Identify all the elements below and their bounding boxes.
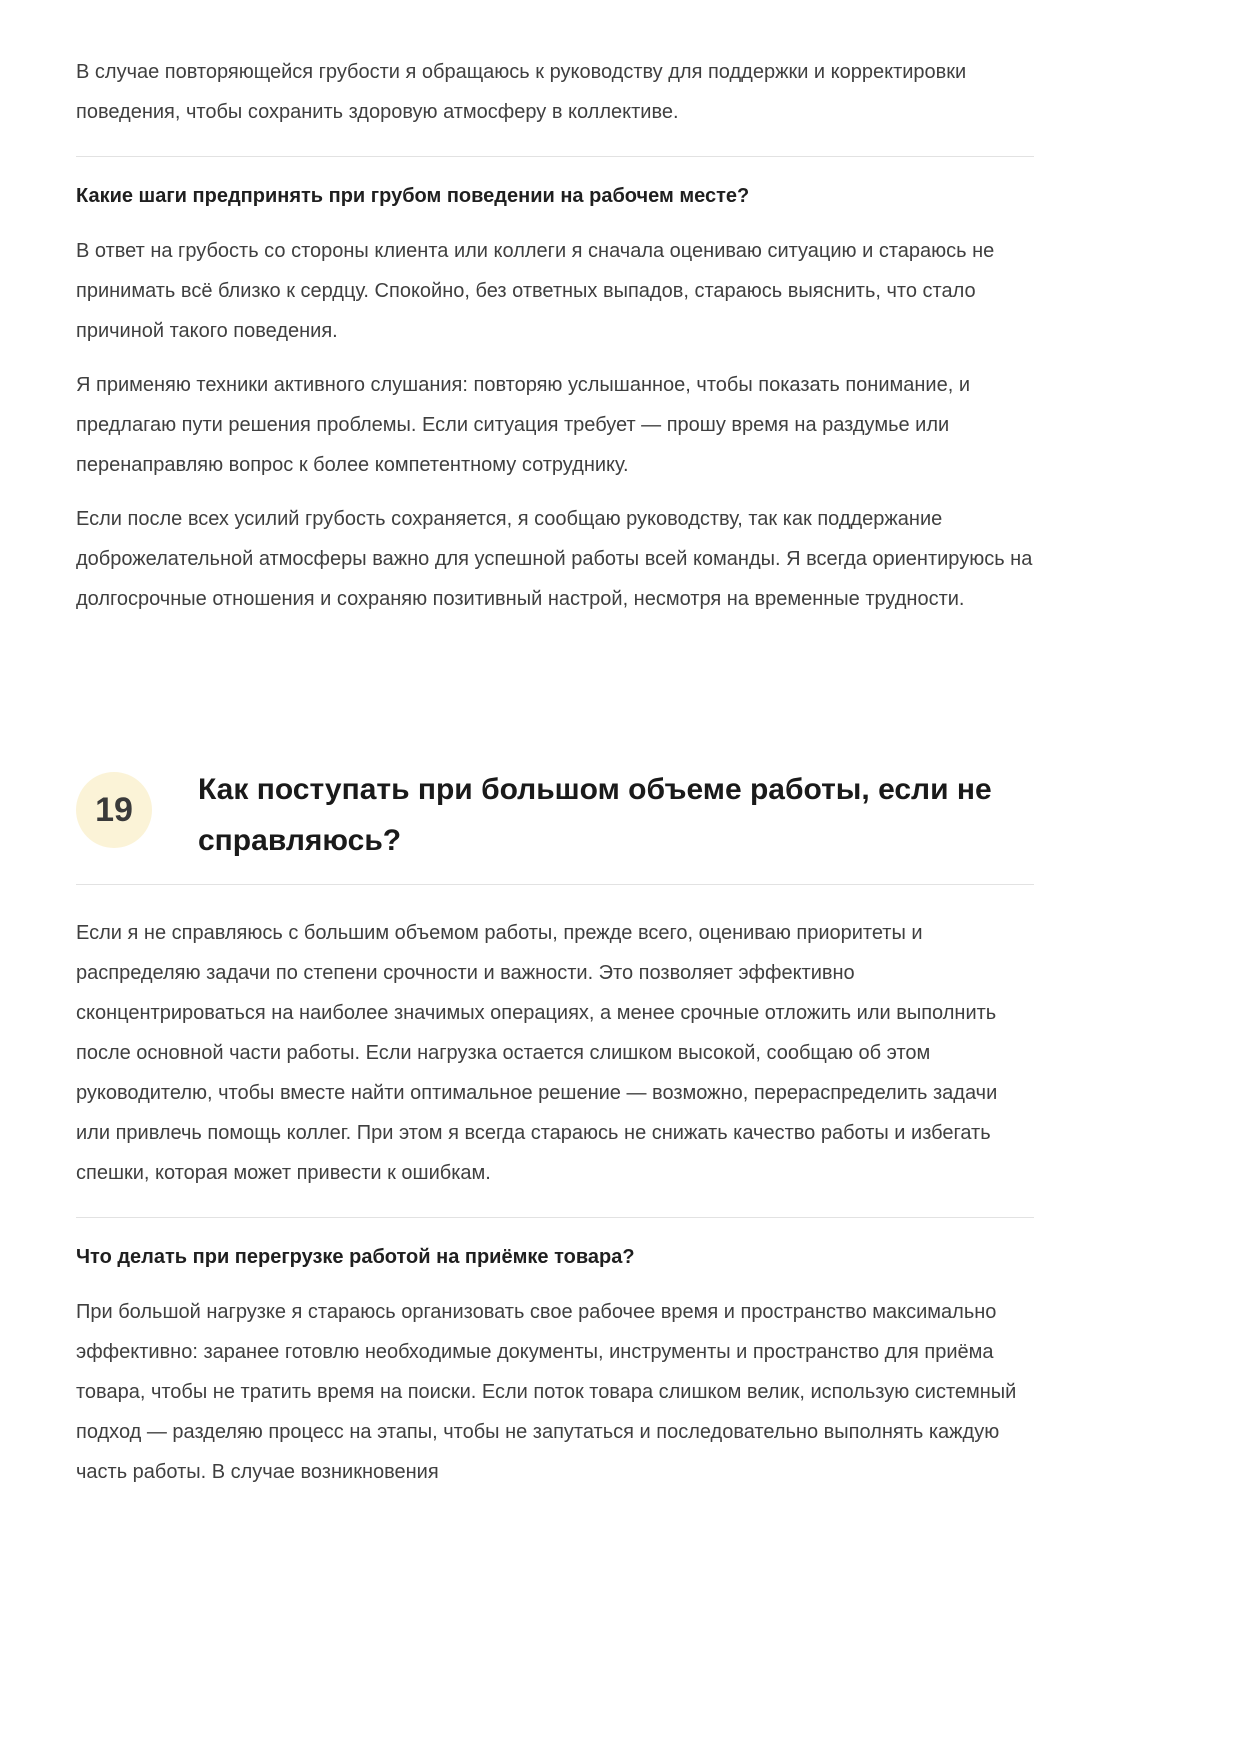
sub-question-overload: Что делать при перегрузке работой на приёмке товара? (76, 1246, 635, 1268)
question-19-header (76, 764, 1034, 866)
section-divider (76, 1217, 1034, 1218)
rude-behavior-paragraph-3: Если после всех усилий грубость сохраняется, я сообщаю руководству, так как поддержание доброжелательной атмосферы важно для успешной работы всей команды. Я всегда ориентируюсь на долгосрочные отношения и сохраняю позитивный настрой, несмотря на временные трудности. (76, 508, 1033, 610)
previous-answer-closing-paragraph: В случае повторяющейся грубости я обращаюсь к руководству для поддержки и корректировки поведения, чтобы сохранить здоровую атмосферу в коллективе. (76, 61, 967, 123)
section-divider (76, 156, 1034, 157)
overload-answer-paragraph: При большой нагрузке я стараюсь организовать свое рабочее время и пространство максимально эффективно: заранее готовлю необходимые документы, инструменты и пространство для приёма товара, чтобы не тратить время на поиски. Если поток товара слишком велик, использую системный подход — разделяю процесс на этапы, чтобы не запутаться и последовательно выполнять каждую часть работы. В случае возникновения (76, 1301, 1017, 1483)
question-number-badge (76, 772, 152, 848)
question-number: 19 (95, 790, 133, 829)
question-19-title: Как поступать при большом объеме работы, если не справляюсь? (198, 773, 992, 857)
document-page (76, 52, 1034, 1492)
rude-behavior-paragraph-1: В ответ на грубость со стороны клиента или коллеги я сначала оцениваю ситуацию и стараюсь не принимать всё близко к сердцу. Спокойно, без ответных выпадов, стараюсь выяснить, что стало причиной такого поведения. (76, 240, 995, 342)
title-divider (76, 884, 1034, 885)
question-19-answer-paragraph: Если я не справляюсь с большим объемом работы, прежде всего, оцениваю приоритеты и распределяю задачи по степени срочности и важности. Это позволяет эффективно сконцентрироваться на наиболее значимых операциях, а менее срочные отложить или выполнить после основной части работы. Если нагрузка остается слишком высокой, сообщаю об этом руководителю, чтобы вместе найти оптимальное решение — возможно, перераспределить задачи или привлечь помощь коллег. При этом я всегда стараюсь не снижать качество работы и избегать спешки, которая может привести к ошибкам. (76, 922, 998, 1184)
sub-question-rude-behavior: Какие шаги предпринять при грубом поведении на рабочем месте? (76, 185, 750, 207)
rude-behavior-paragraph-2: Я применяю техники активного слушания: повторяю услышанное, чтобы показать понимание, и предлагаю пути решения проблемы. Если ситуация требует — прошу время на раздумье или перенаправляю вопрос к более компетентному сотруднику. (76, 374, 970, 476)
